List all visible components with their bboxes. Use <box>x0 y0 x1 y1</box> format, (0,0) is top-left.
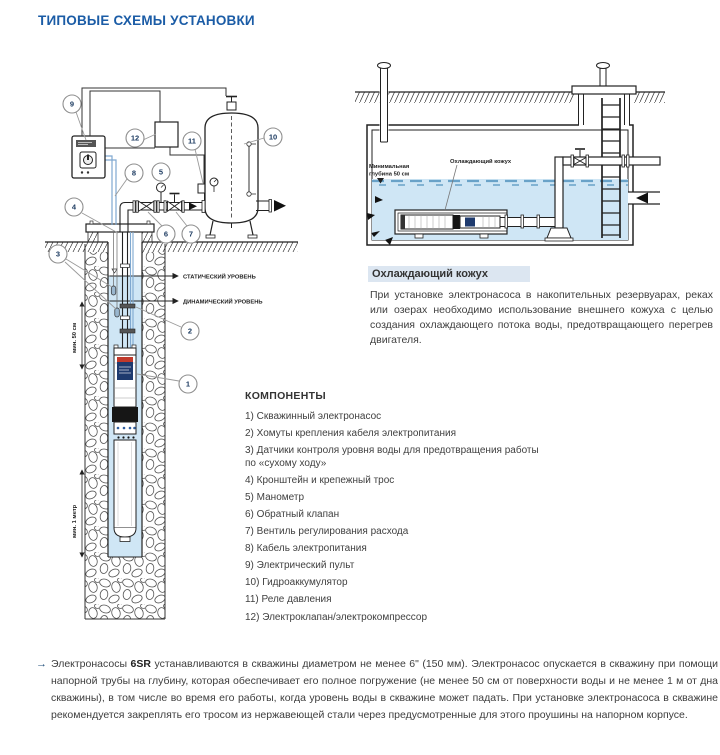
list-item: 9) Электрический пульт <box>245 560 355 572</box>
min-50cm-label: мин. 50 см <box>72 322 78 353</box>
outlet-arrow-icon <box>274 200 286 212</box>
min-depth-label-line2: глубина 50 см <box>369 171 410 178</box>
callout-7 <box>182 225 200 243</box>
dimension-min-50cm <box>72 302 82 369</box>
svg-text:10: 10 <box>268 132 278 142</box>
list-item: 7) Вентиль регулирования расхода <box>245 526 409 538</box>
list-item: 8) Кабель электропитания <box>245 543 367 555</box>
pressure-gauge-icon <box>157 183 166 203</box>
installation-footnote <box>36 656 718 724</box>
inlet-pipe <box>628 192 660 204</box>
hatch-cover-icon <box>572 86 636 94</box>
flow-arrow-icon <box>189 202 197 210</box>
callout-11 <box>183 132 201 150</box>
cooling-jacket-label: Охлаждающий кожух <box>450 159 512 165</box>
cooling-jacket-heading: Охлаждающий кожух <box>368 266 530 282</box>
min-1m-label: мин. 1 метр <box>72 504 78 538</box>
callout-9 <box>63 95 81 113</box>
list-item: 12) Электроклапан/электрокомпрессор <box>245 611 428 623</box>
control-panel-icon <box>72 136 105 178</box>
svg-text:11: 11 <box>188 136 196 146</box>
components-heading: КОМПОНЕНТЫ <box>245 390 326 402</box>
list-item: 3) Датчики контроля уровня воды для предотвращения работы по «сухому ходу» <box>245 445 539 469</box>
components-section <box>245 390 545 629</box>
submersible-pump-icon <box>112 345 138 542</box>
list-item: 11) Реле давления <box>245 594 332 606</box>
bullet-arrow-icon: → <box>36 658 47 670</box>
list-item: 10) Гидроаккумулятор <box>245 577 348 589</box>
ground-surface <box>45 242 298 252</box>
footnote-rest: устанавливаются в скважины диаметром не менее 6" (150 мм). Электронасос опускается в скважину при помощи напорной трубы на глубину, которая обеспечивает его полное погружение (не менее 50 см от поверхности воды и не менее 1 м от дна скважины), в том числе во время его работы, когда уровень воды в скважине может падать. При установке электронасоса в скважине рекомендуется закреплять его тросом из нержавеющей стали через предусмотренные для этого проушины на напорном корпусе. <box>51 658 718 721</box>
callout-4 <box>65 198 83 216</box>
list-item: 2) Хомуты крепления кабеля электропитания <box>245 428 456 440</box>
cooling-jacket-text: При установке электронасоса в накопительных резервуарах, реках или озерах необходимо использование внешнего кожуха с целью создания охлаждающего потока воды, предотвращающего перегрев двигателя. <box>370 289 713 346</box>
list-item: 4) Кронштейн и крепежный трос <box>245 474 395 486</box>
svg-text:2: 2 <box>187 326 193 336</box>
list-item: 5) Манометр <box>245 491 305 503</box>
page-title: ТИПОВЫЕ СХЕМЫ УСТАНОВКИ <box>38 13 255 28</box>
callout-3 <box>49 245 67 263</box>
svg-text:9: 9 <box>69 99 75 109</box>
cooling-jacket-section <box>368 264 713 348</box>
callout-1 <box>179 375 197 393</box>
pump-model: 6SR <box>130 658 151 670</box>
callout-6 <box>157 225 175 243</box>
callout-12 <box>126 129 144 147</box>
svg-text:7: 7 <box>188 229 194 239</box>
svg-text:12: 12 <box>130 133 140 143</box>
dimension-min-1m <box>72 470 82 557</box>
svg-text:5: 5 <box>158 167 164 177</box>
svg-text:6: 6 <box>163 229 169 239</box>
vent-cap-icon <box>597 63 610 69</box>
components-list <box>245 411 545 624</box>
dynamic-level-label: ДИНАМИЧЕСКИЙ УРОВЕНЬ <box>183 299 263 306</box>
svg-text:1: 1 <box>185 379 191 389</box>
min-depth-label-line1: Минимальная <box>369 164 410 170</box>
svg-text:4: 4 <box>71 202 77 212</box>
svg-text:8: 8 <box>131 168 137 178</box>
electrovalve-box-icon <box>155 122 178 147</box>
hydroaccumulator-icon <box>202 96 286 238</box>
footnote-lead: Электронасосы <box>51 658 131 670</box>
svg-text:3: 3 <box>55 249 61 259</box>
cooling-jacket-diagram <box>355 58 720 263</box>
pipe-support-icon <box>547 228 571 238</box>
horizontal-pump-icon <box>401 215 555 229</box>
static-level-label: СТАТИЧЕСКИЙ УРОВЕНЬ <box>183 274 256 281</box>
list-item: 1) Скважинный электронасос <box>245 411 382 422</box>
callout-5 <box>152 163 170 181</box>
callout-8 <box>125 164 143 182</box>
list-item: 6) Обратный клапан <box>245 508 340 520</box>
callout-10 <box>264 128 282 146</box>
callout-2 <box>181 322 199 340</box>
